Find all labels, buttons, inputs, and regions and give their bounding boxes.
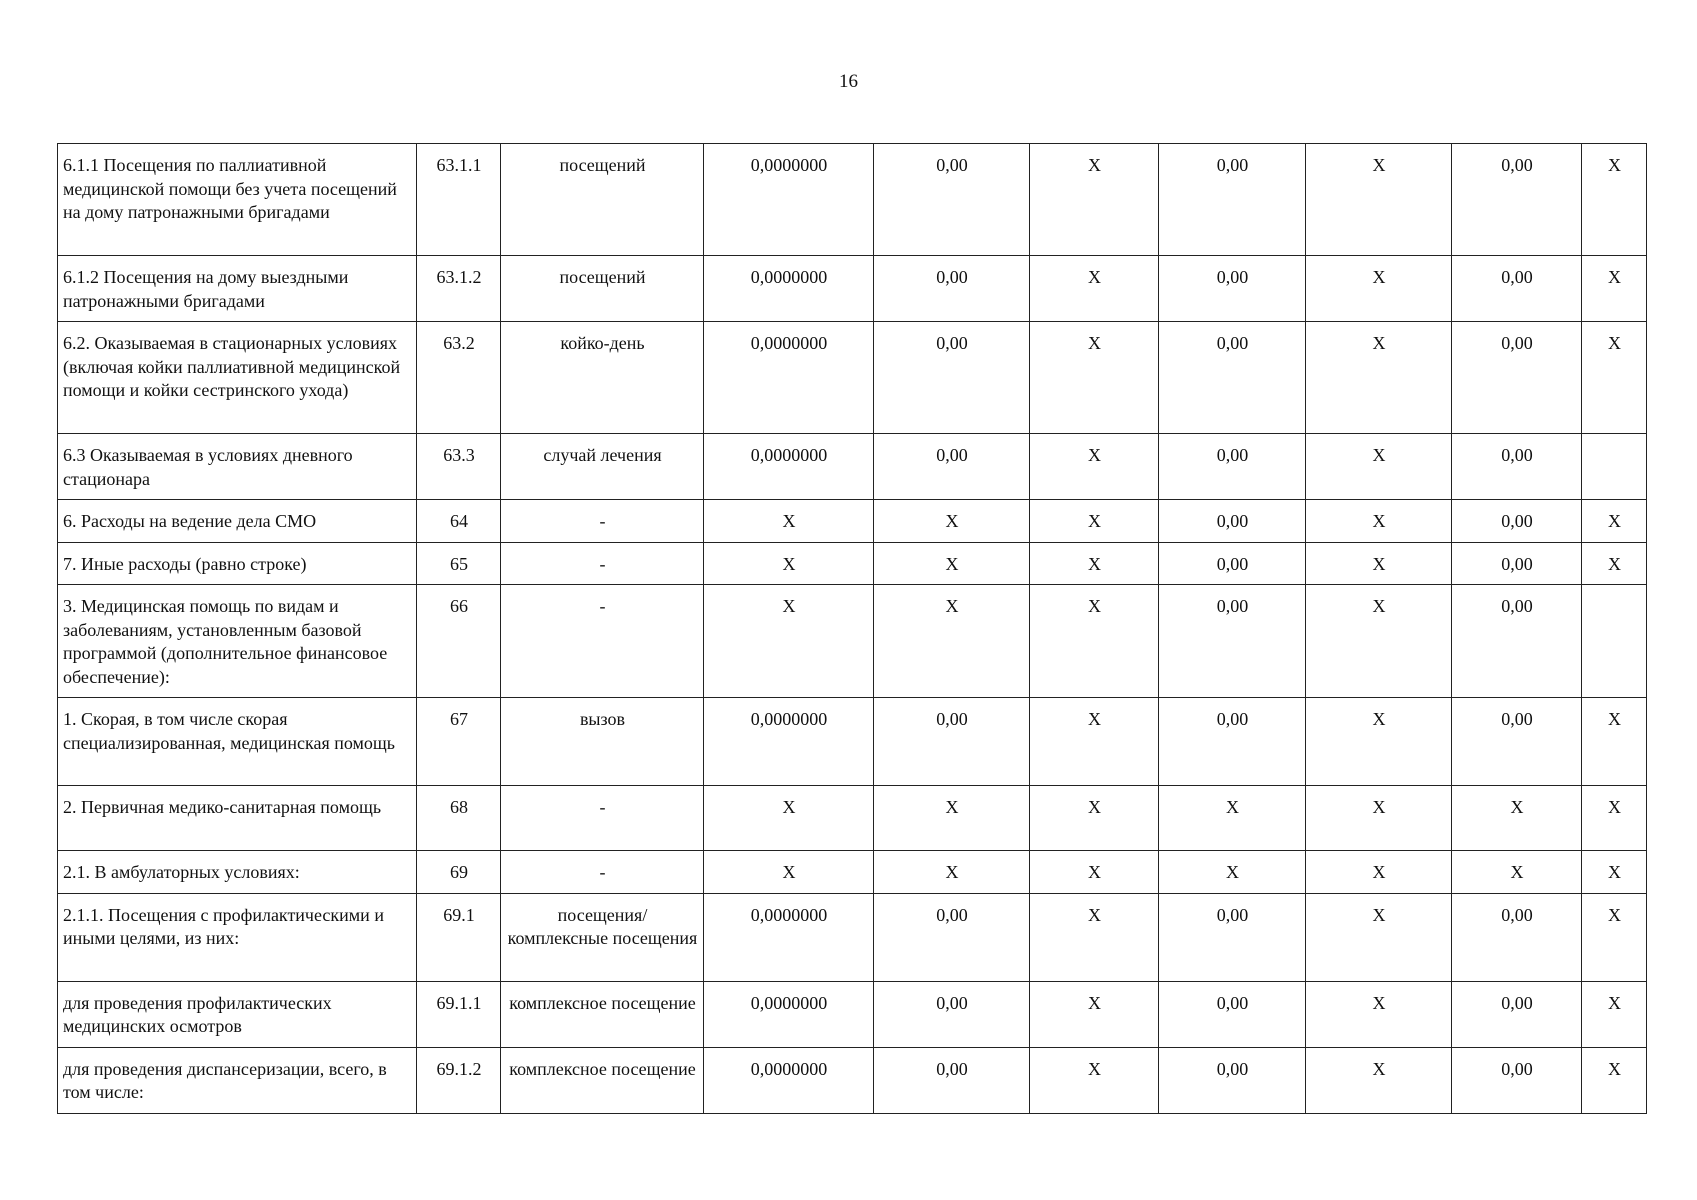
- value-cell-6: 0,00: [1452, 256, 1582, 322]
- row-name-cell: 6.2. Оказываемая в стационарных условиях (включая койки паллиативной медицинской помощи и койки сестринского ухода): [58, 322, 417, 434]
- value-cell-6: 0,00: [1452, 893, 1582, 981]
- table-row: [58, 500, 1647, 543]
- row-code-cell: 63.1.1: [417, 144, 501, 256]
- value-cell-6: 0,00: [1452, 144, 1582, 256]
- value-cell-4: 0,00: [1159, 256, 1306, 322]
- value-cell-1: X: [704, 585, 874, 698]
- row-name-cell: 7. Иные расходы (равно строке): [58, 542, 417, 585]
- value-cell-1: 0,0000000: [704, 893, 874, 981]
- value-cell-3: X: [1030, 256, 1159, 322]
- value-cell-1: 0,0000000: [704, 434, 874, 500]
- value-cell-4: 0,00: [1159, 585, 1306, 698]
- row-code-cell: 68: [417, 786, 501, 851]
- row-unit-cell: посещения/ комплексные посещения: [501, 893, 704, 981]
- value-cell-2: 0,00: [874, 322, 1030, 434]
- value-cell-3: X: [1030, 851, 1159, 894]
- value-cell-5: X: [1306, 1047, 1452, 1113]
- row-unit-cell: -: [501, 542, 704, 585]
- row-name-cell: 6.3 Оказываемая в условиях дневного стационара: [58, 434, 417, 500]
- data-table: [57, 143, 1647, 1114]
- value-cell-1: X: [704, 542, 874, 585]
- value-cell-3: X: [1030, 981, 1159, 1047]
- row-name-cell: для проведения диспансеризации, всего, в том числе:: [58, 1047, 417, 1113]
- value-cell-6: 0,00: [1452, 434, 1582, 500]
- value-cell-3: X: [1030, 144, 1159, 256]
- value-cell-2: X: [874, 786, 1030, 851]
- value-cell-6: 0,00: [1452, 1047, 1582, 1113]
- row-unit-cell: комплексное посещение: [501, 1047, 704, 1113]
- value-cell-6: X: [1452, 786, 1582, 851]
- value-cell-1: X: [704, 851, 874, 894]
- row-code-cell: 63.3: [417, 434, 501, 500]
- row-code-cell: 63.2: [417, 322, 501, 434]
- row-code-cell: 69.1.2: [417, 1047, 501, 1113]
- value-cell-3: X: [1030, 500, 1159, 543]
- row-name-cell: 2.1.1. Посещения с профилактическими и иными целями, из них:: [58, 893, 417, 981]
- value-cell-4: 0,00: [1159, 981, 1306, 1047]
- row-unit-cell: -: [501, 500, 704, 543]
- value-cell-4: 0,00: [1159, 1047, 1306, 1113]
- value-cell-7: X: [1582, 322, 1647, 434]
- value-cell-4: X: [1159, 786, 1306, 851]
- row-code-cell: 69.1: [417, 893, 501, 981]
- row-code-cell: 66: [417, 585, 501, 698]
- value-cell-5: X: [1306, 981, 1452, 1047]
- value-cell-7: X: [1582, 893, 1647, 981]
- value-cell-3: X: [1030, 893, 1159, 981]
- value-cell-4: 0,00: [1159, 322, 1306, 434]
- row-name-cell: 6.1.1 Посещения по паллиативной медицинской помощи без учета посещений на дому патронажными бригадами: [58, 144, 417, 256]
- value-cell-2: 0,00: [874, 698, 1030, 786]
- value-cell-2: 0,00: [874, 144, 1030, 256]
- table-row: [58, 981, 1647, 1047]
- row-unit-cell: койко-день: [501, 322, 704, 434]
- value-cell-5: X: [1306, 893, 1452, 981]
- row-name-cell: 3. Медицинская помощь по видам и заболеваниям, установленным базовой программой (дополнительное финансовое обеспечение):: [58, 585, 417, 698]
- value-cell-4: X: [1159, 851, 1306, 894]
- value-cell-1: X: [704, 786, 874, 851]
- value-cell-1: 0,0000000: [704, 256, 874, 322]
- row-unit-cell: посещений: [501, 256, 704, 322]
- value-cell-2: 0,00: [874, 981, 1030, 1047]
- value-cell-3: X: [1030, 434, 1159, 500]
- value-cell-1: X: [704, 500, 874, 543]
- value-cell-5: X: [1306, 256, 1452, 322]
- value-cell-6: 0,00: [1452, 542, 1582, 585]
- row-name-cell: 6.1.2 Посещения на дому выездными патронажными бригадами: [58, 256, 417, 322]
- value-cell-5: X: [1306, 500, 1452, 543]
- value-cell-6: 0,00: [1452, 698, 1582, 786]
- row-code-cell: 69.1.1: [417, 981, 501, 1047]
- row-unit-cell: комплексное посещение: [501, 981, 704, 1047]
- row-code-cell: 65: [417, 542, 501, 585]
- value-cell-5: X: [1306, 851, 1452, 894]
- value-cell-3: X: [1030, 322, 1159, 434]
- value-cell-7: [1582, 585, 1647, 698]
- value-cell-6: 0,00: [1452, 585, 1582, 698]
- value-cell-5: X: [1306, 434, 1452, 500]
- row-name-cell: 6. Расходы на ведение дела СМО: [58, 500, 417, 543]
- value-cell-3: X: [1030, 1047, 1159, 1113]
- value-cell-5: X: [1306, 542, 1452, 585]
- value-cell-5: X: [1306, 786, 1452, 851]
- value-cell-1: 0,0000000: [704, 1047, 874, 1113]
- value-cell-1: 0,0000000: [704, 981, 874, 1047]
- table-row: [58, 256, 1647, 322]
- value-cell-7: X: [1582, 1047, 1647, 1113]
- value-cell-4: 0,00: [1159, 698, 1306, 786]
- value-cell-7: X: [1582, 698, 1647, 786]
- value-cell-3: X: [1030, 698, 1159, 786]
- value-cell-7: [1582, 434, 1647, 500]
- row-unit-cell: -: [501, 585, 704, 698]
- value-cell-6: 0,00: [1452, 981, 1582, 1047]
- value-cell-2: X: [874, 851, 1030, 894]
- value-cell-4: 0,00: [1159, 500, 1306, 543]
- value-cell-2: X: [874, 542, 1030, 585]
- value-cell-2: 0,00: [874, 893, 1030, 981]
- value-cell-5: X: [1306, 698, 1452, 786]
- value-cell-7: X: [1582, 542, 1647, 585]
- value-cell-5: X: [1306, 144, 1452, 256]
- value-cell-4: 0,00: [1159, 144, 1306, 256]
- table-row: [58, 322, 1647, 434]
- value-cell-1: 0,0000000: [704, 698, 874, 786]
- page-number: 16: [839, 71, 858, 92]
- value-cell-6: 0,00: [1452, 322, 1582, 434]
- table-row: [58, 585, 1647, 698]
- value-cell-7: X: [1582, 786, 1647, 851]
- value-cell-6: 0,00: [1452, 500, 1582, 543]
- value-cell-3: X: [1030, 585, 1159, 698]
- value-cell-2: X: [874, 500, 1030, 543]
- value-cell-3: X: [1030, 542, 1159, 585]
- value-cell-7: X: [1582, 851, 1647, 894]
- row-unit-cell: -: [501, 786, 704, 851]
- row-code-cell: 64: [417, 500, 501, 543]
- value-cell-5: X: [1306, 585, 1452, 698]
- row-unit-cell: посещений: [501, 144, 704, 256]
- value-cell-5: X: [1306, 322, 1452, 434]
- table-row: [58, 1047, 1647, 1113]
- table-row: [58, 434, 1647, 500]
- table-row: [58, 542, 1647, 585]
- value-cell-2: 0,00: [874, 1047, 1030, 1113]
- value-cell-6: X: [1452, 851, 1582, 894]
- row-unit-cell: случай лечения: [501, 434, 704, 500]
- value-cell-1: 0,0000000: [704, 144, 874, 256]
- value-cell-2: 0,00: [874, 256, 1030, 322]
- value-cell-2: X: [874, 585, 1030, 698]
- value-cell-7: X: [1582, 981, 1647, 1047]
- table-row: [58, 698, 1647, 786]
- value-cell-2: 0,00: [874, 434, 1030, 500]
- value-cell-7: X: [1582, 144, 1647, 256]
- table-row: [58, 893, 1647, 981]
- row-code-cell: 67: [417, 698, 501, 786]
- value-cell-4: 0,00: [1159, 434, 1306, 500]
- row-code-cell: 63.1.2: [417, 256, 501, 322]
- row-unit-cell: вызов: [501, 698, 704, 786]
- row-unit-cell: -: [501, 851, 704, 894]
- value-cell-1: 0,0000000: [704, 322, 874, 434]
- value-cell-3: X: [1030, 786, 1159, 851]
- row-code-cell: 69: [417, 851, 501, 894]
- table-row: [58, 786, 1647, 851]
- row-name-cell: 1. Скорая, в том числе скорая специализированная, медицинская помощь: [58, 698, 417, 786]
- value-cell-4: 0,00: [1159, 893, 1306, 981]
- table-row: [58, 144, 1647, 256]
- row-name-cell: 2. Первичная медико-санитарная помощь: [58, 786, 417, 851]
- row-name-cell: 2.1. В амбулаторных условиях:: [58, 851, 417, 894]
- table-row: [58, 851, 1647, 894]
- value-cell-7: X: [1582, 256, 1647, 322]
- table-body: [58, 144, 1647, 1114]
- row-name-cell: для проведения профилактических медицинских осмотров: [58, 981, 417, 1047]
- value-cell-7: X: [1582, 500, 1647, 543]
- value-cell-4: 0,00: [1159, 542, 1306, 585]
